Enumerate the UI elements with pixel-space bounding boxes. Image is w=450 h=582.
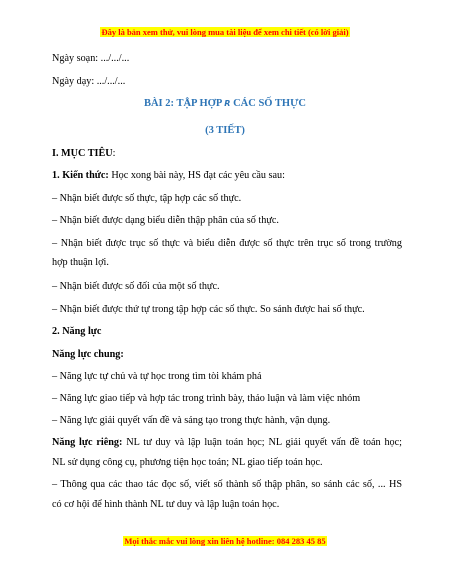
preview-banner-text: Đây là bản xem thử, vui lòng mua tài liệu để xem chi tiết (có lời giải)	[101, 27, 349, 37]
knowledge-item: – Nhận biết được thứ tự trong tập hợp các số thực. So sánh được hai số thực.	[52, 304, 365, 315]
lesson-title	[0, 97, 450, 110]
knowledge-item: – Nhận biết được số đối của một số thực.	[52, 281, 220, 292]
specific-competency-label: Năng lực riêng:	[52, 437, 123, 448]
section-heading-text: I. MỤC TIÊU	[52, 148, 113, 159]
section-heading-colon: :	[112, 148, 116, 159]
knowledge-item: – Nhận biết được dạng biểu diễn thập phân của số thực.	[52, 215, 279, 226]
knowledge-item-cont: hợp thuận lợi.	[52, 257, 109, 268]
activity-text: – Thông qua các thao tác đọc số, viết số thành số thập phân, so sánh các số, ... HS	[52, 479, 402, 490]
lesson-title-suffix: CÁC SỐ THỰC	[230, 98, 307, 109]
real-set-symbol: R	[224, 99, 231, 108]
general-competency-item: – Năng lực giải quyết vấn đề và sáng tạo trong thực hành, vận dụng.	[52, 415, 331, 426]
preview-banner	[0, 26, 450, 38]
knowledge-item: – Nhận biết được số thực, tập hợp các số thực.	[52, 193, 242, 204]
knowledge-label: 1. Kiến thức:	[52, 170, 109, 181]
knowledge-line	[52, 169, 402, 182]
ngay-day: Ngày dạy: .../.../...	[52, 76, 126, 87]
lesson-title-prefix: BÀI 2: TẬP HỢP	[143, 98, 225, 109]
general-competency-item: – Năng lực giao tiếp và hợp tác trong trình bày, thảo luận và làm việc nhóm	[52, 393, 361, 404]
section-heading	[52, 147, 402, 160]
specific-competency-cont: NL sử dụng công cụ, phương tiện học toán; NL giao tiếp toán học.	[52, 457, 323, 468]
competency-heading: 2. Năng lực	[52, 326, 102, 337]
hotline-banner-text: Mọi thắc mắc vui lòng xin liên hệ hotline: 084 283 45 85	[124, 536, 326, 546]
knowledge-intro: Học xong bài này, HS đạt các yêu cầu sau:	[111, 170, 285, 181]
lesson-duration: (3 TIẾT)	[205, 125, 245, 136]
general-competency-item: – Năng lực tự chủ và tự học trong tìm tòi khám phá	[52, 371, 262, 382]
ngay-soan: Ngày soạn: .../.../...	[52, 53, 130, 64]
activity-text-cont: có cơ hội để hình thành NL tư duy và lập luận toán học.	[52, 499, 280, 510]
specific-competency-text: NL tư duy và lập luận toán học; NL giải quyết vấn đề toán học;	[122, 437, 403, 448]
specific-competency	[52, 436, 402, 449]
knowledge-item: – Nhận biết được trục số thực và biểu diễn được số thực trên trục số trong trường	[52, 238, 402, 249]
hotline-banner	[0, 535, 450, 547]
general-competency-label: Năng lực chung:	[52, 349, 124, 360]
